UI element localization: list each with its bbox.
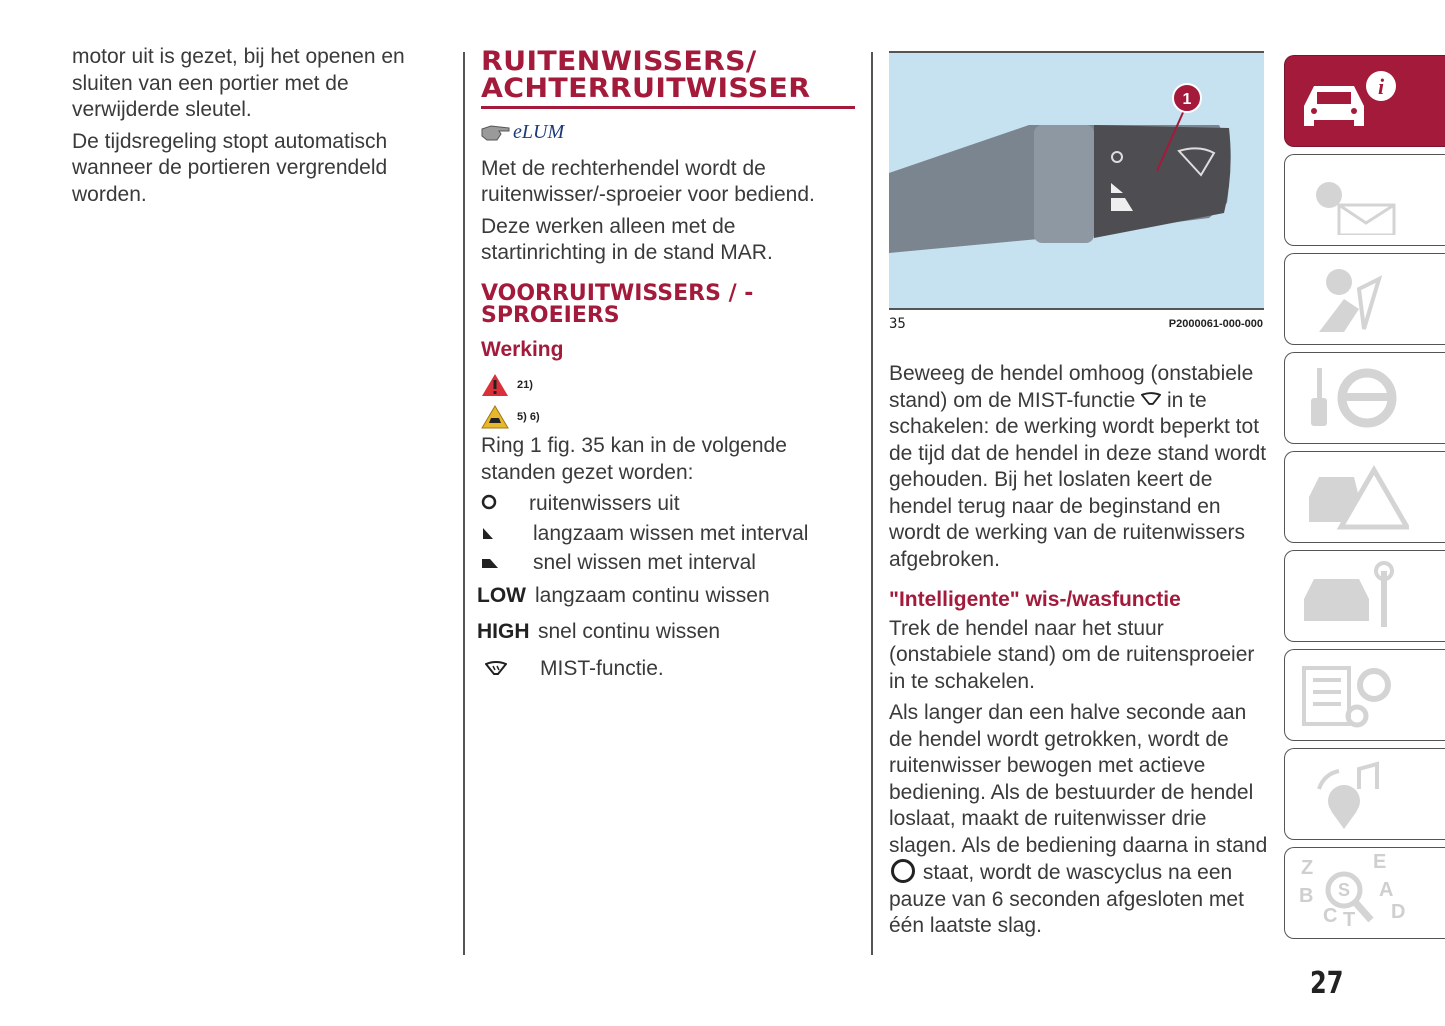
subsection-title: Werking — [481, 337, 564, 361]
tab-maintenance[interactable] — [1284, 550, 1445, 642]
tab-multimedia[interactable] — [1284, 748, 1445, 840]
airbag-seat-icon — [1299, 264, 1409, 334]
caution-ref — [481, 401, 861, 433]
warning-triangle-red-icon — [481, 373, 509, 397]
warning-ref — [481, 369, 861, 401]
elum-label: eLUM — [513, 121, 565, 143]
svg-text:i: i — [1377, 74, 1385, 99]
paragraph — [889, 700, 1269, 940]
paragraph-text: in te schakelen: de werking wordt beperkt tot de tijd dat de hendel in deze stand wordt gehouden. Bij het loslaten keert de hendel terug naar de beginstand en wordt de werking van de ruitenwissers afgebroken. — [889, 388, 1267, 571]
figure-number: 35 — [889, 316, 906, 332]
circle-off-icon — [481, 494, 497, 510]
index-icon-group — [1299, 851, 1409, 931]
car-emergency-triangle-icon — [1299, 462, 1409, 532]
figure-callout: 1 — [1182, 91, 1192, 108]
tab-emergency[interactable] — [1284, 451, 1445, 543]
tab-starting-driving[interactable] — [1284, 352, 1445, 444]
paragraph: Deze werken alleen met de startinrichting in de stand MAR. — [481, 214, 773, 264]
pointing-hand-icon — [481, 123, 511, 141]
column-divider — [463, 52, 465, 955]
list-item-symbol: LOW — [477, 583, 526, 607]
paragraph: Met de rechterhendel wordt de ruitenwisser/-sproeier voor bediend. — [481, 156, 815, 206]
paragraph-text: staat, wordt de wascyclus na een pauze van 6 seconden afgesloten met één laatste slag. — [889, 861, 1244, 937]
car-wrench-icon — [1299, 561, 1409, 631]
paragraph: motor uit is gezet, bij het openen en sluiten van een portier met de verwijderde sleutel. — [72, 45, 405, 121]
warning-ref-number: 21) — [517, 378, 533, 391]
chapter-tabs — [1284, 55, 1445, 946]
column-middle — [477, 44, 861, 685]
caution-triangle-yellow-icon — [481, 405, 509, 429]
mist-wiper-icon — [1141, 392, 1161, 405]
column-left — [72, 44, 432, 213]
paragraph: De tijdsregeling stopt automatisch wanneer de portieren vergrendeld worden. — [72, 129, 388, 206]
section-title-line: VOORRUITWISSERS / - — [481, 280, 754, 306]
title-line: RUITENWISSERS/ — [481, 46, 757, 77]
paragraph-text: Beweeg de hendel omhoog (onstabiele stand) om de MIST-functie — [889, 362, 1254, 412]
subsection-title: "Intelligente" wis-/wasfunctie — [889, 588, 1181, 611]
list-item-text: snel wissen met interval — [533, 551, 756, 574]
tab-index[interactable] — [1284, 847, 1445, 939]
page-number: 27 — [1310, 966, 1344, 1001]
section-title — [481, 280, 861, 328]
multimedia-music-icon — [1299, 759, 1409, 829]
title-line: ACHTERRUITWISSER — [481, 73, 811, 104]
list-item — [477, 583, 861, 610]
mist-wiper-icon — [485, 661, 507, 675]
elum-badge — [481, 119, 861, 146]
title-rule — [481, 106, 855, 109]
list-item — [481, 656, 861, 683]
interval-slow-icon — [481, 526, 495, 540]
column-divider — [871, 52, 873, 955]
list-item-symbol: HIGH — [477, 620, 530, 643]
list-item — [481, 491, 861, 518]
figure-wiper-stalk — [889, 51, 1264, 310]
list-item-text: langzaam wissen met interval — [533, 521, 809, 545]
list-item — [477, 619, 861, 646]
paragraph-text: Als langer dan een halve seconde aan de hendel wordt getrokken, wordt de ruitenwisser bewogen met actieve bediening. Als de bestuurder de hendel loslaat, maakt de ruitenwisser drie slagen. Als de bediening daarna in stand — [889, 701, 1268, 857]
page-title — [481, 48, 880, 102]
tab-car-info[interactable] — [1284, 55, 1445, 147]
tab-technical-data[interactable] — [1284, 649, 1445, 741]
list-item-text: ruitenwissers uit — [529, 492, 680, 515]
tab-warning-lights[interactable] — [1284, 154, 1445, 246]
paragraph — [889, 361, 1269, 573]
paragraph: Trek de hendel naar het stuur (onstabiele stand) om de ruitensproeier in te schakelen. — [889, 616, 1255, 693]
index-letters: Z E B A C T D S — [1299, 851, 1406, 931]
specs-gears-icon — [1299, 660, 1409, 730]
list-item — [481, 550, 861, 577]
section-title-line: SPROEIERS — [481, 302, 620, 328]
car-info-icon — [1299, 66, 1409, 136]
tab-safety[interactable] — [1284, 253, 1445, 345]
caution-ref-number: 5) 6) — [517, 410, 540, 423]
column-right — [889, 361, 1269, 945]
warning-light-message-icon — [1299, 165, 1409, 235]
interval-fast-icon — [481, 557, 499, 569]
list-item-text: MIST-functie. — [540, 656, 664, 680]
key-steering-wheel-icon — [1299, 363, 1409, 433]
list-item-text: langzaam continu wissen — [535, 583, 770, 607]
list-item — [481, 521, 861, 548]
wiper-stalk-illustration — [889, 53, 1264, 308]
circle-off-icon — [891, 859, 915, 883]
paragraph: Ring 1 fig. 35 kan in de volgende standen gezet worden: — [481, 434, 787, 484]
figure-code: P2000061-000-000 — [1168, 318, 1263, 330]
figure-caption — [889, 316, 1263, 332]
list-item-text: snel continu wissen — [538, 620, 721, 643]
